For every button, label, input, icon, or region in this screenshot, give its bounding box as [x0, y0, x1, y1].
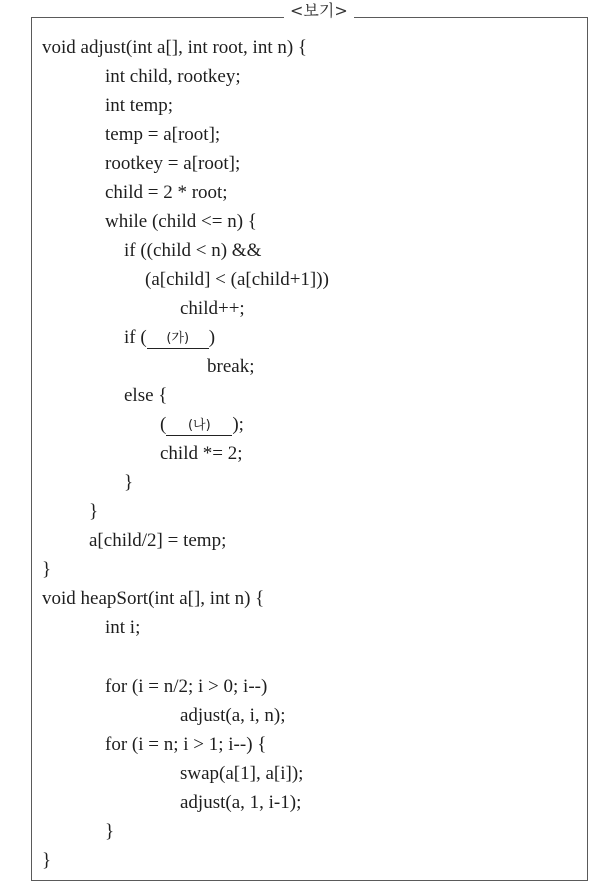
code-line-blank-na — [160, 413, 244, 437]
blank-ga: (가) — [147, 330, 209, 349]
code-line: } — [42, 850, 52, 871]
code-line: void adjust(int a[], int root, int n) { — [42, 37, 308, 58]
code-line: } — [105, 821, 115, 842]
code-line-blank-ga — [124, 326, 215, 350]
code-text: ( — [160, 414, 167, 435]
code-line: } — [42, 559, 52, 580]
code-line: int child, rootkey; — [105, 66, 241, 87]
code-line: int i; — [105, 617, 141, 638]
code-line: else { — [124, 385, 168, 406]
code-line: swap(a[1], a[i]); — [180, 763, 304, 784]
code-line: adjust(a, 1, i-1); — [180, 792, 302, 813]
code-line: rootkey = a[root]; — [105, 153, 241, 174]
box-title: <보기> — [284, 1, 354, 21]
code-text: if ( — [124, 327, 147, 348]
code-line: } — [124, 472, 134, 493]
code-line: (a[child] < (a[child+1])) — [145, 269, 329, 290]
code-line: if ((child < n) && — [124, 240, 262, 261]
code-line: child *= 2; — [160, 443, 243, 464]
code-line: temp = a[root]; — [105, 124, 221, 145]
code-line: a[child/2] = temp; — [89, 530, 227, 551]
code-line: adjust(a, i, n); — [180, 705, 286, 726]
code-line: child++; — [180, 298, 245, 319]
blank-na: (나) — [166, 417, 232, 436]
code-line: break; — [207, 356, 255, 377]
code-line: child = 2 * root; — [105, 182, 228, 203]
code-line: void heapSort(int a[], int n) { — [42, 588, 265, 609]
code-line: for (i = n; i > 1; i--) { — [105, 734, 267, 755]
code-text: ) — [208, 327, 216, 348]
code-text: ); — [232, 414, 244, 435]
code-line: } — [89, 501, 99, 522]
code-line: for (i = n/2; i > 0; i--) — [105, 676, 268, 697]
code-line: while (child <= n) { — [105, 211, 257, 232]
code-line: int temp; — [105, 95, 174, 116]
